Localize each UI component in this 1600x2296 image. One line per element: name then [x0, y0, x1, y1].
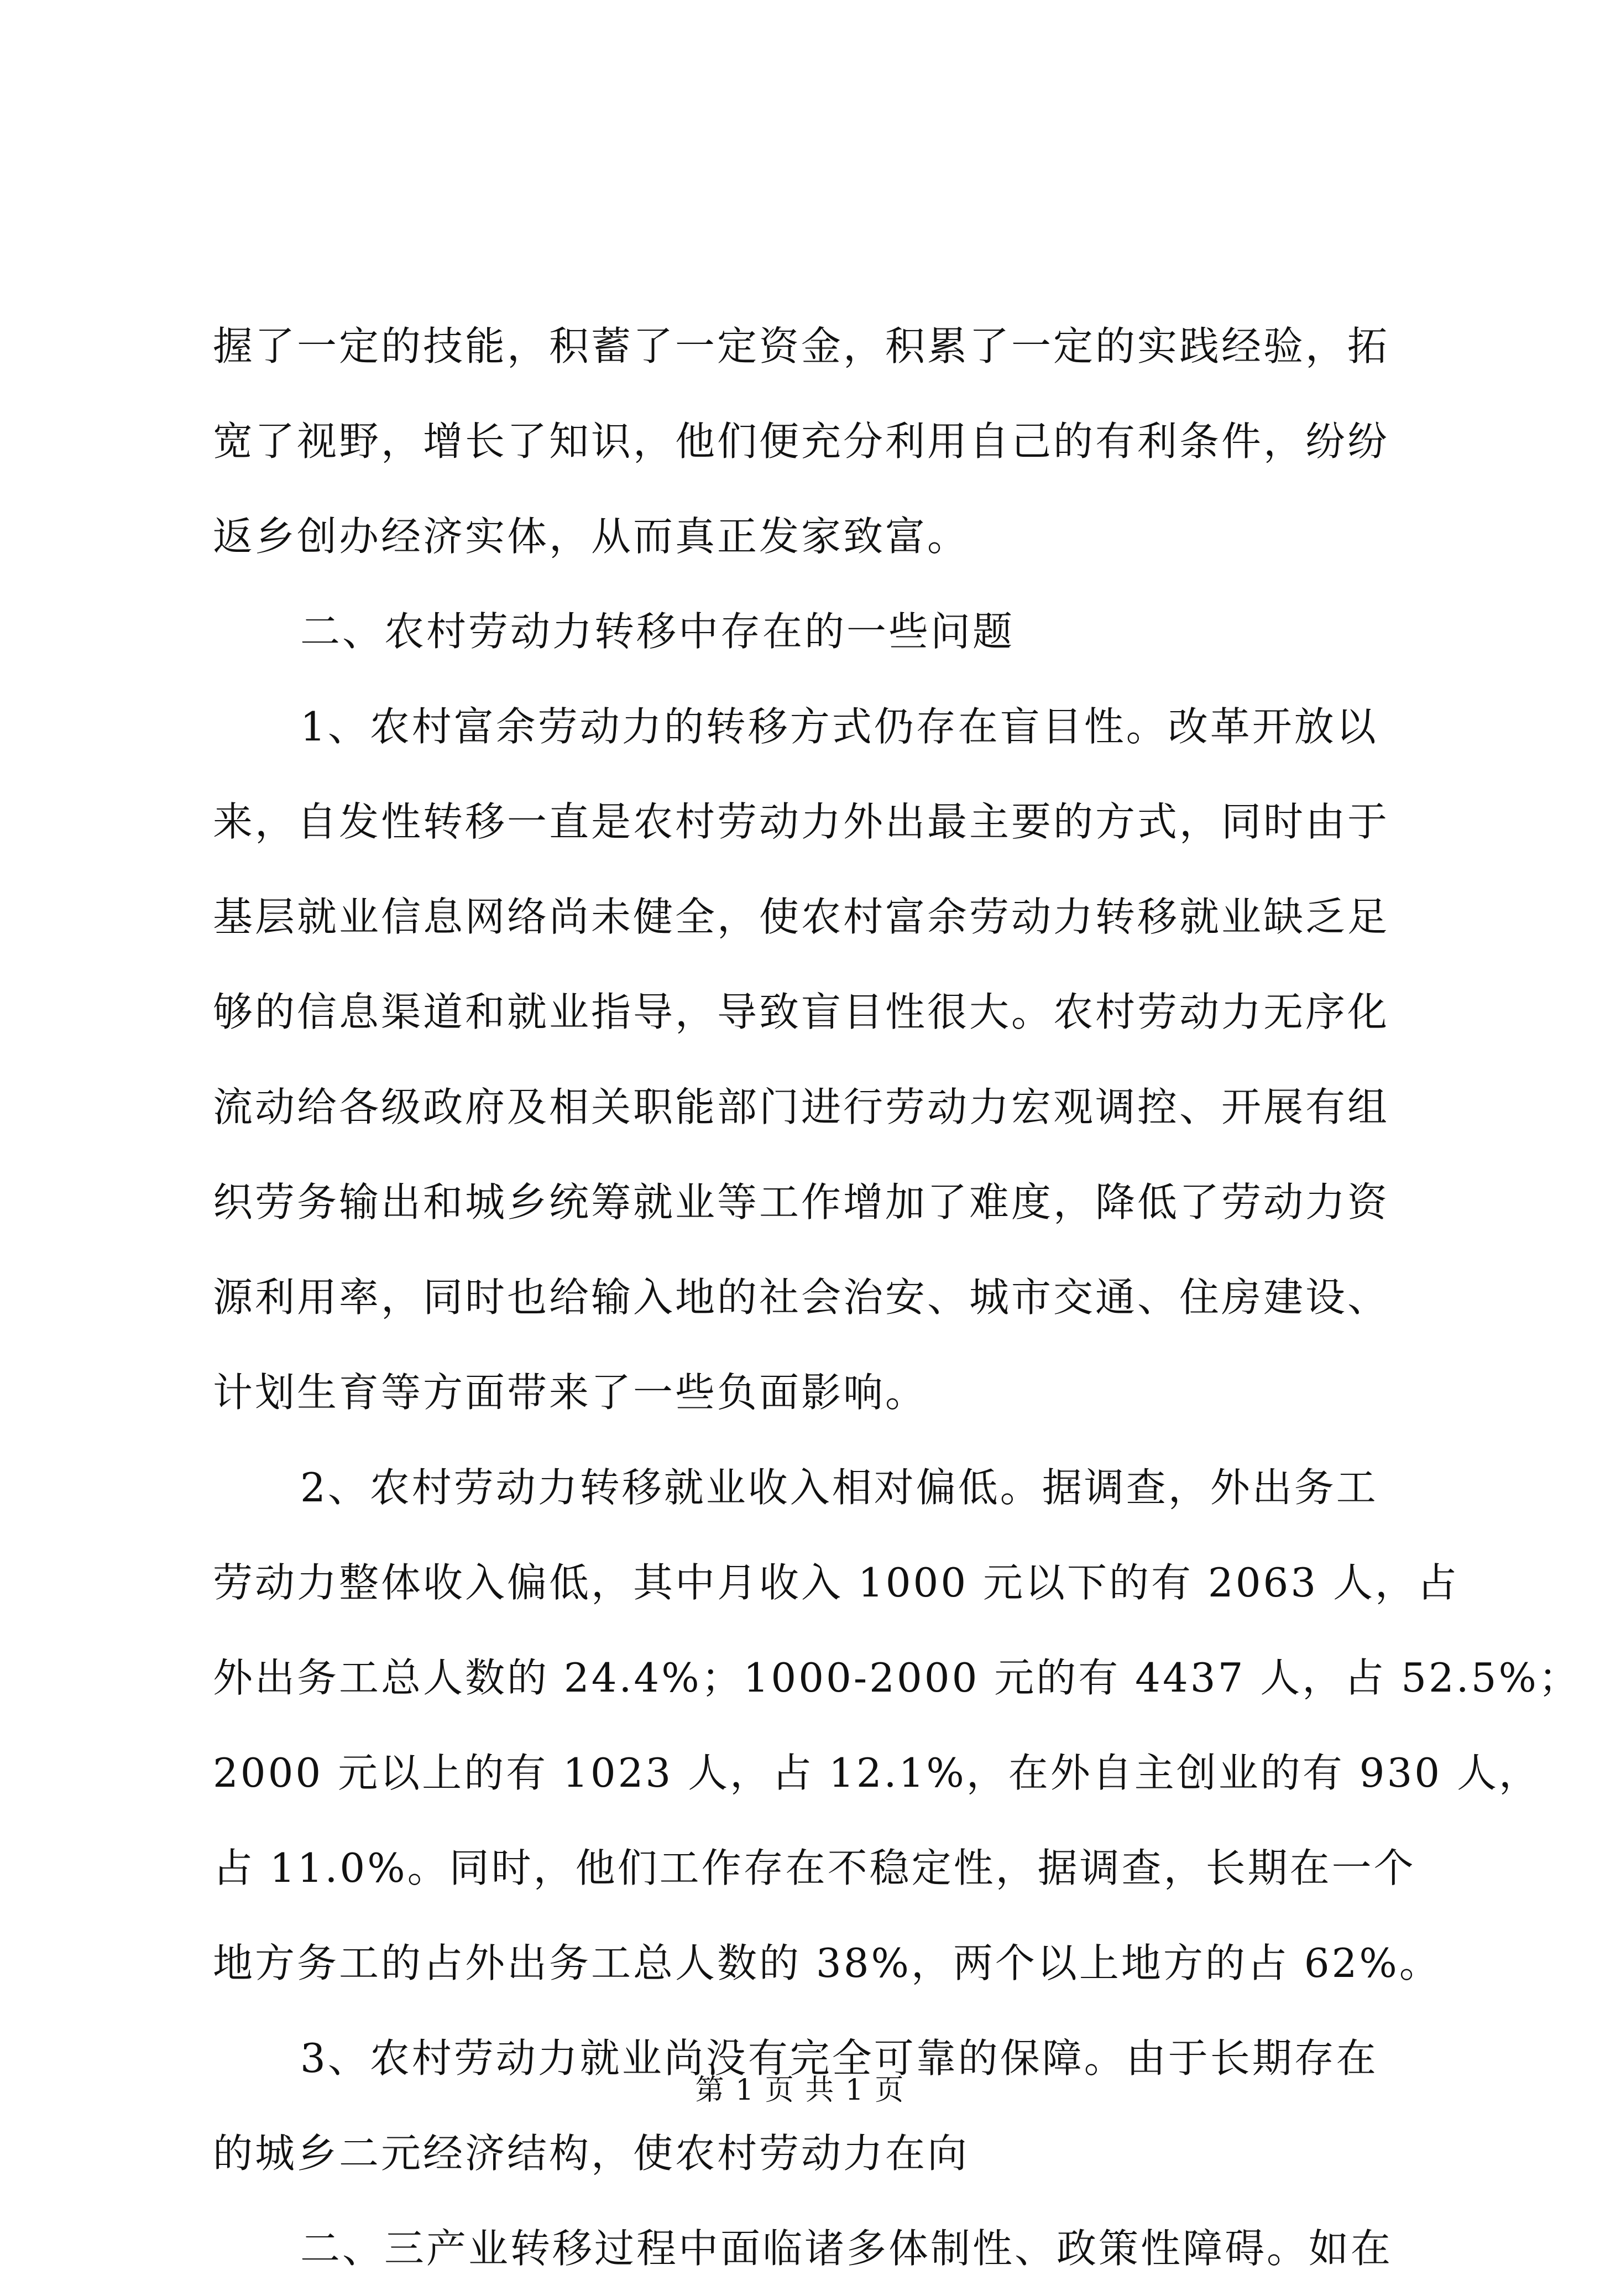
text-line: 外出务工总人数的 24.4%；1000-2000 元的有 4437 人，占 52.5%；: [213, 1655, 1581, 1701]
text-line: 宽了视野，增长了知识，他们便充分利用自己的有利条件，纷纷: [213, 418, 1390, 465]
text-line: 二、三产业转移过程中面临诸多体制性、政策性障碍。如在: [300, 2225, 1393, 2272]
text-line: 够的信息渠道和就业指导，导致盲目性很大。农村劳动力无序化: [213, 989, 1390, 1035]
text-line: 基层就业信息网络尚未健全，使农村富余劳动力转移就业缺乏足: [213, 894, 1390, 940]
text-line: 占 11.0%。同时，他们工作存在不稳定性，据调查，长期在一个: [213, 1845, 1416, 1891]
text-line: 2、农村劳动力转移就业收入相对偏低。据调查，外出务工: [300, 1464, 1378, 1511]
text-line: 织劳务输出和城乡统筹就业等工作增加了难度，降低了劳动力资: [213, 1179, 1390, 1225]
page-footer: 第 1 页 共 1 页: [695, 2074, 905, 2107]
text-line: 流动给各级政府及相关职能部门进行劳动力宏观调控、开展有组: [213, 1084, 1390, 1130]
text-line: 3、农村劳动力就业尚没有完全可靠的保障。由于长期存在: [300, 2035, 1378, 2081]
text-line: 2000 元以上的有 1023 人，占 12.1%，在外自主创业的有 930 人，: [213, 1750, 1541, 1796]
text-line: 来，自发性转移一直是农村劳动力外出最主要的方式，同时由于: [213, 799, 1390, 845]
text-line: 握了一定的技能，积蓄了一定资金，积累了一定的实践经验，拓: [213, 323, 1390, 369]
text-line: 源利用率，同时也给输入地的社会治安、城市交通、住房建设、: [213, 1274, 1390, 1321]
text-line: 返乡创办经济实体，从而真正发家致富。: [213, 513, 970, 560]
text-line: 计划生育等方面带来了一些负面影响。: [213, 1369, 928, 1416]
text-line: 二、农村劳动力转移中存在的一些问题: [300, 608, 1015, 655]
text-line: 地方务工的占外出务工总人数的 38%，两个以上地方的占 62%。: [213, 1940, 1441, 1986]
body-text: [213, 299, 1581, 2296]
text-line: 的城乡二元经济结构，使农村劳动力在向: [213, 2130, 970, 2177]
text-line: 1、农村富余劳动力的转移方式仍存在盲目性。改革开放以: [300, 703, 1378, 750]
text-line: 劳动力整体收入偏低，其中月收入 1000 元以下的有 2063 人，占: [213, 1559, 1460, 1606]
